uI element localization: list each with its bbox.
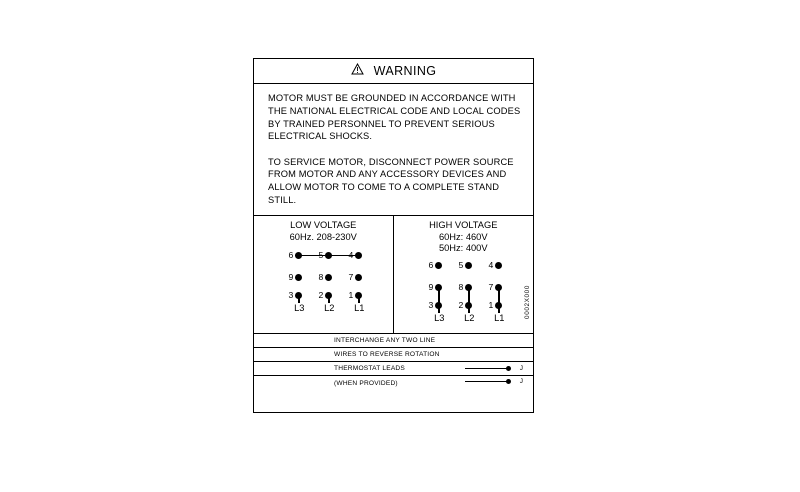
- drawing-code: 0002X000: [524, 285, 531, 319]
- low-voltage-lead-6: 6: [288, 250, 294, 260]
- low-voltage-dot-7: [355, 274, 362, 281]
- low-voltage-lead-1: 1: [348, 290, 354, 300]
- footer-note-1: INTERCHANGE ANY TWO LINE: [334, 337, 436, 344]
- low-voltage-dot-8: [325, 274, 332, 281]
- low-voltage-lead-2: 2: [318, 290, 324, 300]
- low-voltage-lead-3: 3: [288, 290, 294, 300]
- warning-body: [254, 84, 533, 216]
- thermostat-lead-dot-2: [506, 379, 511, 384]
- low-voltage-terminal-l2: L2: [324, 303, 335, 313]
- high-voltage-dot-4: [495, 262, 502, 269]
- high-voltage-lead-8: 8: [458, 281, 464, 292]
- high-voltage-link-9-3: [438, 287, 439, 304]
- high-voltage-stub-l1: [498, 305, 499, 313]
- low-voltage-dot-6: [295, 252, 302, 259]
- thermostat-lead-art-2: [461, 376, 525, 390]
- thermostat-lead-dot-1: [506, 366, 511, 371]
- high-voltage-stub-l2: [468, 305, 469, 313]
- warning-header: [254, 59, 533, 84]
- high-voltage-stub-l3: [438, 305, 439, 313]
- high-voltage-lead-2: 2: [458, 299, 464, 310]
- warning-paragraph-1: MOTOR MUST BE GROUNDED IN ACCORDANCE WITH THE NATIONAL ELECTRICAL CODE AND LOCAL CODES BY TRAINED PERSONNEL TO PREVENT SERIOUS ELECTRICAL SHOCKS.: [268, 93, 521, 142]
- low-voltage-lead-7: 7: [348, 272, 354, 282]
- warning-title: WARNING: [373, 64, 437, 78]
- low-voltage-wiring-diagram: [271, 245, 375, 319]
- footer-note-row-3: [254, 362, 533, 376]
- warning-paragraph-2: TO SERVICE MOTOR, DISCONNECT POWER SOURCE FROM MOTOR AND ANY ACCESSORY DEVICES AND ALLOW MOTOR TO COME TO A COMPLETE STAND STILL.: [268, 156, 514, 206]
- thermostat-lead-art-1: [461, 362, 525, 375]
- panel-high-voltage-title: HIGH VOLTAGE: [429, 220, 498, 230]
- panel-low-voltage: [254, 216, 394, 333]
- high-voltage-lead-5: 5: [458, 259, 464, 270]
- warning-triangle-icon: [351, 62, 364, 80]
- low-voltage-terminal-l1: L1: [354, 303, 365, 313]
- low-voltage-dot-9: [295, 274, 302, 281]
- high-voltage-lead-1: 1: [488, 299, 494, 310]
- low-voltage-stub-l2: [328, 295, 329, 303]
- low-voltage-terminal-l3: L3: [294, 303, 305, 313]
- footer-note-4: (WHEN PROVIDED): [334, 379, 398, 387]
- high-voltage-terminal-l2: L2: [464, 312, 475, 323]
- high-voltage-terminal-l3: L3: [434, 312, 445, 323]
- high-voltage-wiring-diagram: [411, 255, 515, 329]
- thermostat-lead-line-2: [465, 381, 507, 382]
- panel-high-voltage-heading: [394, 216, 534, 255]
- high-voltage-lead-7: 7: [488, 281, 494, 292]
- high-voltage-lead-4: 4: [488, 259, 494, 270]
- low-voltage-lead-8: 8: [318, 272, 324, 282]
- high-voltage-link-7-1: [498, 287, 499, 304]
- thermostat-lead-label-2: J: [519, 378, 523, 385]
- low-voltage-stub-l1: [358, 295, 359, 303]
- panel-low-voltage-subtitle-1: 60Hz. 208-230V: [289, 231, 357, 242]
- high-voltage-link-8-2: [468, 287, 469, 304]
- footer-note-row-2: [254, 348, 533, 362]
- low-voltage-stub-l3: [298, 295, 299, 303]
- panel-high-voltage: [394, 216, 534, 333]
- thermostat-lead-line-1: [465, 368, 507, 369]
- panel-high-voltage-subtitle-1: 60Hz: 460V: [438, 231, 488, 242]
- panel-low-voltage-heading: [254, 216, 393, 243]
- footer-note-3: THERMOSTAT LEADS: [334, 365, 405, 372]
- panel-low-voltage-title: LOW VOLTAGE: [290, 220, 357, 230]
- footer-note-2: WIRES TO REVERSE ROTATION: [334, 351, 440, 358]
- low-voltage-lead-4: 4: [348, 250, 354, 260]
- panel-high-voltage-subtitle-2: 50Hz: 400V: [438, 243, 488, 253]
- high-voltage-lead-6: 6: [428, 259, 434, 270]
- low-voltage-lead-5: 5: [318, 250, 324, 260]
- high-voltage-terminal-l1: L1: [494, 312, 505, 323]
- low-voltage-lead-9: 9: [288, 272, 294, 282]
- high-voltage-lead-9: 9: [428, 281, 434, 292]
- thermostat-lead-label-1: J: [519, 365, 523, 372]
- high-voltage-dot-5: [465, 262, 472, 269]
- high-voltage-dot-6: [435, 262, 442, 269]
- high-voltage-lead-3: 3: [428, 299, 434, 310]
- footer-note-row-1: [254, 334, 533, 348]
- low-voltage-dot-5: [325, 252, 332, 259]
- low-voltage-dot-4: [355, 252, 362, 259]
- motor-nameplate-diagram: [253, 58, 534, 413]
- footer-note-row-4: [254, 376, 533, 390]
- wiring-panels: [254, 216, 533, 334]
